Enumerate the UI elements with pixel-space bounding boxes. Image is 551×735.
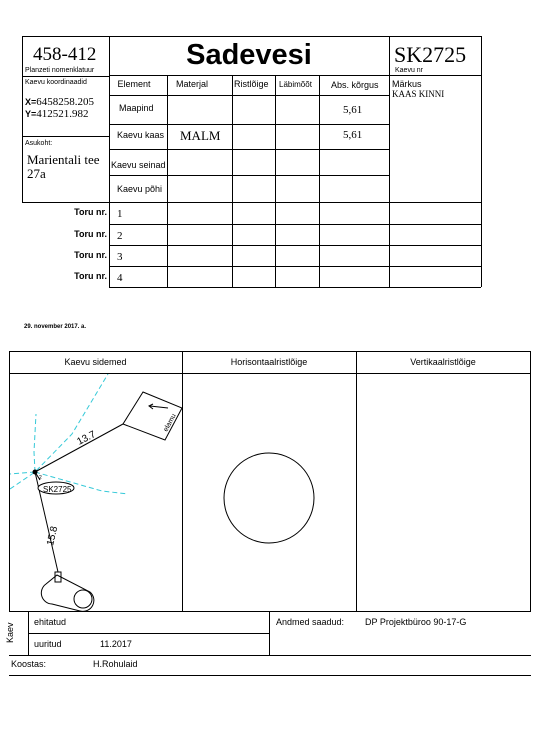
row-abs-height: 5,61 xyxy=(343,129,363,141)
remark-note: KAAS KINNI xyxy=(392,89,445,99)
page-title: Sadevesi xyxy=(186,39,312,71)
col-section: Ristlõige xyxy=(234,79,269,89)
dist1-label: 13.7 xyxy=(75,429,98,448)
row-element: Kaevu põhi xyxy=(117,184,163,194)
cyan-line xyxy=(34,414,36,472)
pipe-label: Toru nr. xyxy=(74,250,107,260)
horizontal-sketch xyxy=(183,374,355,611)
col-abs-height: Abs. kõrgus xyxy=(331,80,379,90)
plan-label: Planzeti nomenklatuur xyxy=(25,67,95,74)
address-line1: Marientali tee xyxy=(27,152,100,167)
row-material: MALM xyxy=(180,128,221,143)
small-mark: 2 xyxy=(39,475,42,481)
author-value: H.Rohulaid xyxy=(93,659,138,669)
col-material: Materjal xyxy=(176,79,209,89)
pipe-line xyxy=(35,424,123,472)
source-label: Andmed saadud: xyxy=(276,617,345,627)
row-element: Maapind xyxy=(119,103,154,113)
x-coordinate: X=6458258.205 xyxy=(25,96,95,108)
coords-label: Kaevu koordinaadid xyxy=(25,79,87,86)
well-id: SK2725 xyxy=(394,42,467,67)
author-label: Koostas: xyxy=(11,659,47,669)
row-abs-height: 5,61 xyxy=(343,104,363,116)
section-connections: Kaevu sidemed xyxy=(64,357,127,367)
footer-side-label: Kaev xyxy=(5,622,15,643)
row-element: Kaevu seinad xyxy=(111,160,166,170)
connections-sketch xyxy=(10,374,182,611)
dist2-label: 15.8 xyxy=(45,525,61,547)
pipe-label: Toru nr. xyxy=(74,229,107,239)
pipe-label: Toru nr. xyxy=(74,271,107,281)
pipe-number: 2 xyxy=(117,230,123,242)
well-cross-section-circle xyxy=(224,453,314,543)
inspected-value: 11.2017 xyxy=(100,639,132,649)
well-marker-icon xyxy=(33,470,38,475)
source-value: DP Projektbüroo 90-17-G xyxy=(365,617,467,627)
section-horizontal: Horisontaalristlõige xyxy=(230,357,308,367)
inspected-label: uuritud xyxy=(34,639,62,649)
built-label: ehitatud xyxy=(34,617,67,627)
well-id-label: Kaevu nr xyxy=(395,67,424,74)
pipe-number: 3 xyxy=(117,251,123,263)
section-vertical: Vertikaalristlõige xyxy=(410,357,476,367)
col-remark: Märkus xyxy=(392,79,422,89)
plan-number: 458-412 xyxy=(33,44,97,65)
date-label: 29. november 2017. a. xyxy=(24,324,87,330)
pipe-label: Toru nr. xyxy=(74,207,107,217)
y-coordinate: Y=412521.982 xyxy=(25,108,89,120)
pipe-number: 1 xyxy=(117,208,123,220)
pipe-number: 4 xyxy=(117,272,123,284)
pipe-end-icon xyxy=(41,572,94,611)
col-element: Element xyxy=(117,79,151,89)
row-element: Kaevu kaas xyxy=(117,130,165,140)
address-line2: 27a xyxy=(27,166,46,181)
address-label: Asukoht: xyxy=(25,140,53,147)
building-label: elamu xyxy=(162,412,178,433)
well-label: SK2725 xyxy=(43,485,72,494)
cyan-line xyxy=(10,472,35,474)
col-diameter: Läbimõõt xyxy=(279,80,312,89)
